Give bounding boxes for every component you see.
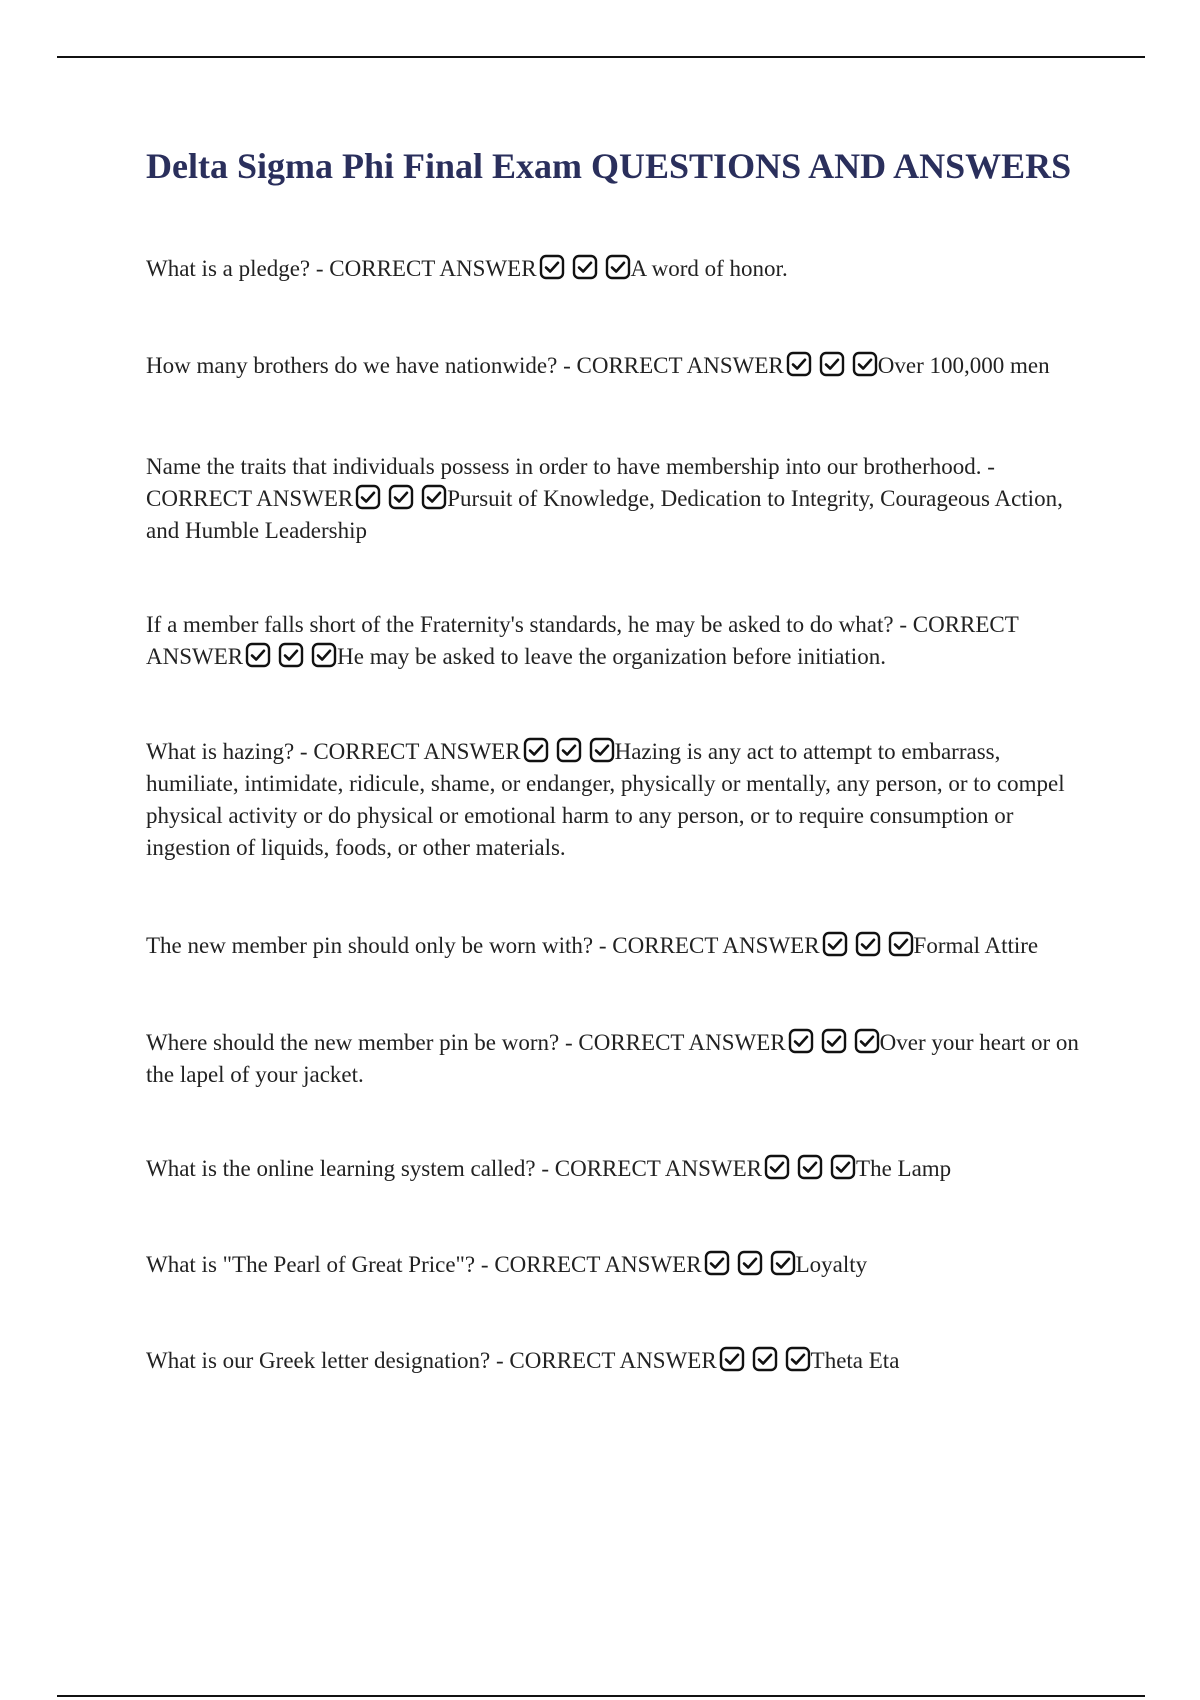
check-icons: [822, 931, 914, 957]
answer-text: Over 100,000 men: [877, 353, 1050, 378]
document-title: Delta Sigma Phi Final Exam QUESTIONS AND ANSWERS: [146, 146, 1072, 186]
check-box-icon: [830, 1154, 856, 1180]
question-text: What is a pledge? -: [146, 256, 330, 281]
check-icons: [245, 642, 337, 668]
check-box-icon: [854, 1028, 880, 1054]
question-text: If a member falls short of the Fraternity's standards, he may be asked to do what? -: [146, 612, 913, 637]
check-icons: [704, 1250, 796, 1276]
correct-answer-label: CORRECT ANSWER: [313, 739, 521, 764]
check-box-icon: [764, 1154, 790, 1180]
check-box-icon: [605, 254, 631, 280]
correct-answer-label: CORRECT ANSWER: [554, 1156, 763, 1181]
check-box-icon: [245, 642, 271, 668]
qa-item: [146, 253, 1096, 285]
check-icons: [539, 254, 631, 280]
check-box-icon: [278, 642, 304, 668]
check-box-icon: [355, 484, 381, 510]
qa-item: [146, 609, 1096, 673]
question-text: What is hazing? -: [146, 739, 314, 764]
qa-item: [146, 350, 1096, 382]
check-box-icon: [770, 1250, 796, 1276]
check-box-icon: [855, 931, 881, 957]
qa-item: [146, 1345, 1096, 1377]
question-text: What is "The Pearl of Great Price"? -: [146, 1252, 495, 1277]
check-box-icon: [589, 737, 615, 763]
correct-answer-label: CORRECT ANSWER: [612, 933, 820, 958]
check-box-icon: [819, 351, 845, 377]
check-icons: [355, 484, 447, 510]
qa-item: [146, 1249, 1096, 1281]
correct-answer-label: CORRECT ANSWER: [329, 256, 537, 281]
qa-list: [146, 253, 1096, 1377]
answer-text: The Lamp: [856, 1156, 952, 1181]
check-box-icon: [797, 1154, 823, 1180]
correct-answer-label: CORRECT ANSWER: [146, 486, 354, 511]
correct-answer-label: CORRECT ANSWER: [509, 1348, 717, 1373]
qa-item: [146, 930, 1096, 962]
check-box-icon: [421, 484, 447, 510]
question-text: How many brothers do we have nationwide? -: [146, 353, 577, 378]
check-box-icon: [752, 1346, 778, 1372]
check-icons: [786, 351, 878, 377]
check-box-icon: [572, 254, 598, 280]
answer-text: Formal Attire: [913, 933, 1039, 958]
check-box-icon: [737, 1250, 763, 1276]
answer-text: Hazing is any act to attempt to embarrass, humiliate, intimidate, ridicule, shame, or endanger, physically or mentally, any person, or to compel physical activity or do physical or emotional harm to any person, or to require consumption or ingestion of liquids, foods, or other materials.: [146, 739, 1065, 860]
check-icons: [788, 1028, 880, 1054]
qa-item: [146, 1027, 1096, 1091]
correct-answer-label: CORRECT ANSWER: [146, 612, 1019, 669]
check-box-icon: [821, 1028, 847, 1054]
answer-text: Theta Eta: [810, 1348, 900, 1373]
document-body: [146, 145, 1096, 1377]
question-text: What is the online learning system called? -: [146, 1156, 555, 1181]
correct-answer-label: CORRECT ANSWER: [494, 1252, 702, 1277]
check-box-icon: [788, 1028, 814, 1054]
check-box-icon: [539, 254, 565, 280]
answer-text: He may be asked to leave the organization before initiation.: [337, 644, 886, 669]
question-text: The new member pin should only be worn with? -: [146, 933, 613, 958]
question-text: Where should the new member pin be worn? -: [146, 1030, 579, 1055]
check-box-icon: [888, 931, 914, 957]
answer-text: Loyalty: [795, 1252, 868, 1277]
check-icons: [764, 1154, 856, 1180]
check-box-icon: [785, 1346, 811, 1372]
answer-text: Pursuit of Knowledge, Dedication to Integrity, Courageous Action, and Humble Leadership: [146, 486, 1063, 543]
check-box-icon: [388, 484, 414, 510]
check-box-icon: [786, 351, 812, 377]
top-rule: [57, 56, 1145, 58]
check-box-icon: [822, 931, 848, 957]
bottom-rule: [57, 1695, 1145, 1697]
qa-item: [146, 1153, 1096, 1185]
correct-answer-label: CORRECT ANSWER: [576, 353, 784, 378]
check-icons: [523, 737, 615, 763]
check-box-icon: [311, 642, 337, 668]
check-box-icon: [852, 351, 878, 377]
qa-item: [146, 736, 1096, 864]
correct-answer-label: CORRECT ANSWER: [578, 1030, 786, 1055]
check-box-icon: [523, 737, 549, 763]
answer-text: Over your heart or on the lapel of your jacket.: [146, 1030, 1079, 1087]
answer-text: A word of honor.: [630, 256, 788, 281]
check-box-icon: [704, 1250, 730, 1276]
check-box-icon: [556, 737, 582, 763]
check-icons: [719, 1346, 811, 1372]
question-text: Name the traits that individuals possess in order to have membership into our brotherhood. -: [146, 454, 995, 479]
question-text: What is our Greek letter designation? -: [146, 1348, 510, 1373]
qa-item: [146, 451, 1096, 547]
check-box-icon: [719, 1346, 745, 1372]
